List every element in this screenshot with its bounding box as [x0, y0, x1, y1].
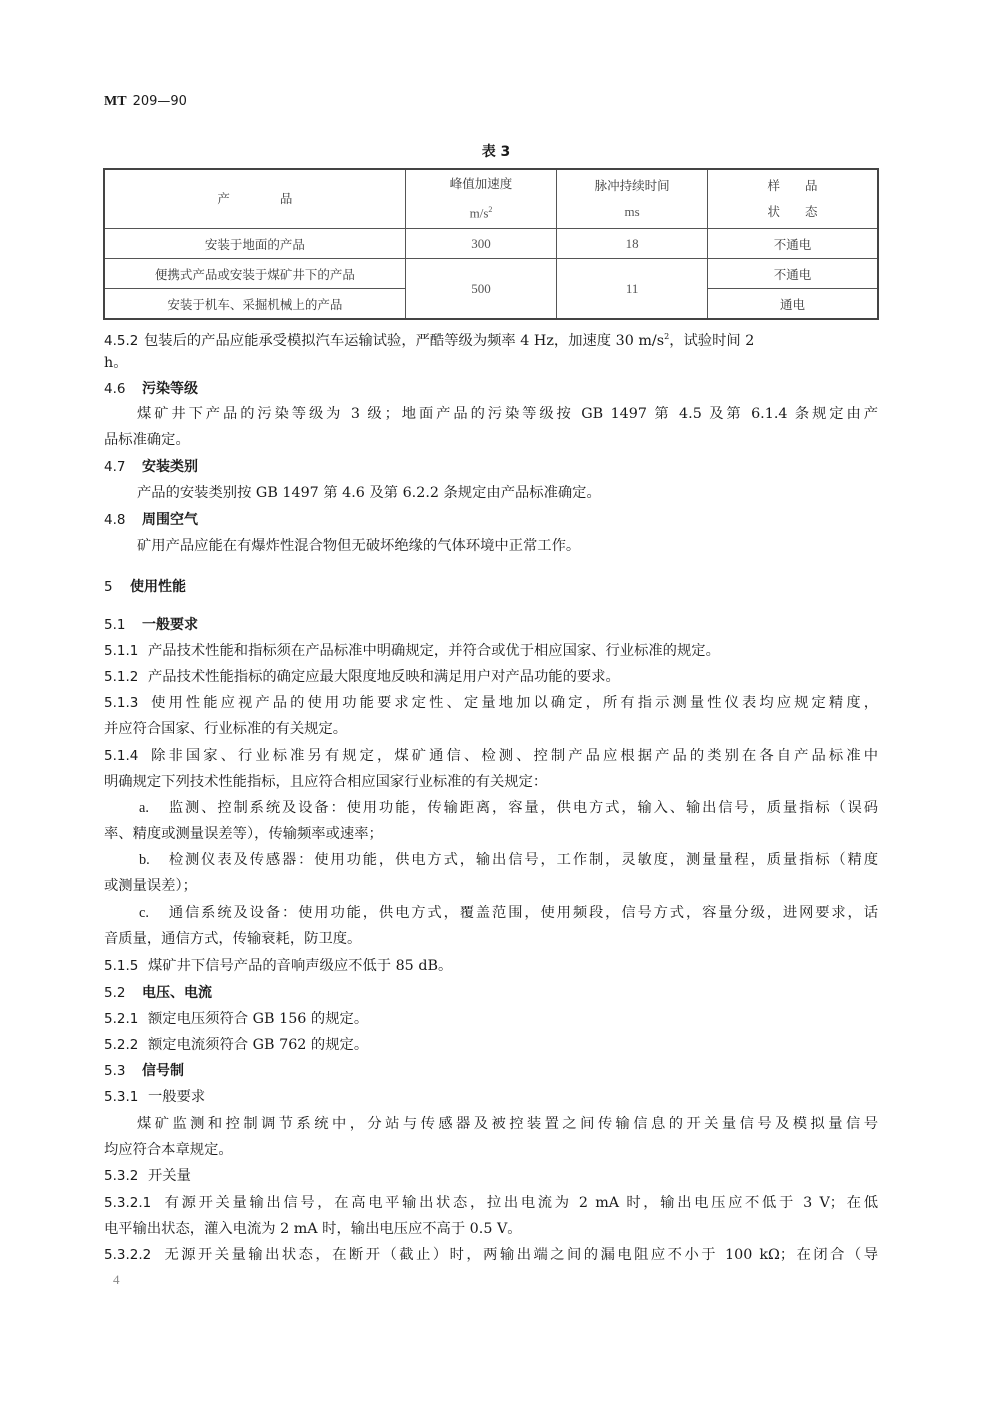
paragraph-line: 并应符合国家、行业标准的有关规定。 — [104, 721, 348, 737]
table-header-row — [104, 169, 878, 229]
standard-prefix: MT — [104, 94, 127, 109]
clause-number: 5.1.4 — [104, 748, 139, 764]
heading-4-7 — [104, 457, 878, 477]
table-row — [104, 259, 878, 289]
list-label: b. — [139, 852, 150, 868]
header-accel-unit — [406, 197, 557, 226]
heading-5-2 — [104, 983, 878, 1003]
heading-number: 5.2 — [104, 985, 126, 1001]
clause-5-1-4 — [104, 746, 878, 766]
accel-unit-sup: 2 — [488, 205, 493, 215]
clause-5-3-1 — [104, 1087, 878, 1107]
clause-number: 5.3.2.1 — [104, 1195, 152, 1211]
clause-5-3-2 — [104, 1166, 878, 1186]
clause-5-3-2-1 — [104, 1193, 878, 1213]
clause-number: 4.5.2 — [104, 332, 139, 349]
clause-text-end: ，试验时间 2 — [669, 332, 755, 349]
heading-5 — [104, 577, 878, 597]
heading-number: 4.8 — [104, 512, 126, 528]
table-3 — [103, 168, 879, 320]
clause-5-2-1 — [104, 1009, 878, 1029]
heading-5-3 — [104, 1061, 878, 1081]
list-text: 检测仪表及传感器：使用功能，供电方式，输出信号，工作制，灵敏度，测量量程，质量指标（精度 — [167, 852, 878, 868]
header-product: 产 品 — [104, 169, 405, 229]
page-number: 4 — [113, 1272, 120, 1287]
clause-number: 5.3.2 — [104, 1168, 139, 1184]
clause-title: 开关量 — [148, 1168, 191, 1184]
clause-5-2-2 — [104, 1035, 878, 1055]
clause-text: 额定电流须符合 GB 762 的规定。 — [148, 1037, 369, 1053]
table-caption: 表 3 — [481, 144, 511, 160]
clause-text: 无源开关量输出状态，在断开（截止）时，两输出端之间的漏电阻应不小于 100 kΩ；在闭合（导 — [162, 1247, 878, 1263]
header-state-line1: 样 品 — [767, 178, 818, 193]
clause-number: 5.2.1 — [104, 1011, 139, 1027]
list-text: 监测、控制系统及设备：使用功能，传输距离，容量，供电方式，输入、输出信号，质量指标（误码 — [167, 800, 878, 816]
paragraph-line: 电平输出状态，灌入电流为 2 mA 时，输出电压应不高于 0.5 V。 — [104, 1221, 522, 1237]
header-accel-label: 峰值加速度 — [449, 176, 513, 192]
heading-number: 5 — [104, 579, 113, 595]
header-pulse-duration — [557, 169, 708, 229]
clause-5-1-3 — [104, 693, 878, 713]
paragraph-line: 产品的安装类别按 GB 1497 第 4.6 及第 6.2.2 条规定由产品标准确定。 — [137, 485, 601, 501]
clause-number: 5.3.1 — [104, 1089, 139, 1105]
clause-text-line: h。 — [104, 355, 128, 371]
heading-4-8 — [104, 510, 878, 530]
cell-pulse: 18 — [557, 229, 708, 259]
cell-state: 不通电 — [707, 259, 878, 289]
heading-title: 信号制 — [142, 1063, 184, 1079]
list-text: 通信系统及设备：使用功能，供电方式，覆盖范围，使用频段，信号方式，容量分级，进网要求，话 — [167, 905, 878, 921]
paragraph-line: 明确规定下列技术性能指标，且应符合相应国家行业标准的有关规定： — [104, 774, 548, 790]
clause-5-1-5 — [104, 956, 878, 976]
clause-number: 5.3.2.2 — [104, 1247, 152, 1263]
cell-accel: 300 — [405, 229, 557, 259]
heading-title: 一般要求 — [142, 617, 198, 633]
standard-number: 209—90 — [132, 94, 187, 109]
clause-title: 一般要求 — [148, 1089, 206, 1105]
clause-text: 额定电压须符合 GB 156 的规定。 — [148, 1011, 369, 1027]
clause-text: 使用性能应视产品的使用功能要求定性、定量地加以确定，所有指示测量性仪表均应规定精度， — [148, 695, 878, 711]
clause-5-1-2 — [104, 667, 878, 687]
clause-text: 产品技术性能和指标须在产品标准中明确规定，并符合或优于相应国家、行业标准的规定。 — [148, 643, 720, 659]
list-label: a. — [139, 800, 149, 816]
clause-number: 5.1.1 — [104, 643, 139, 659]
clause-text: 除非国家、行业标准另有规定，煤矿通信、检测、控制产品应根据产品的类别在各自产品标准中 — [148, 748, 878, 764]
table-row — [104, 229, 878, 259]
paragraph-line: 率、精度或测量误差等），传输频率或速率； — [104, 826, 383, 842]
list-item-b — [139, 850, 878, 870]
heading-number: 5.3 — [104, 1063, 126, 1079]
clause-number: 5.1.5 — [104, 958, 139, 974]
clause-number: 5.1.3 — [104, 695, 139, 711]
clause-text: 有源开关量输出信号，在高电平输出状态，拉出电流为 2 mA 时，输出电压应不低于 3 V；在低 — [162, 1195, 878, 1211]
clause-5-1-1 — [104, 641, 878, 661]
heading-title: 污染等级 — [142, 381, 198, 397]
heading-title: 使用性能 — [130, 579, 186, 595]
clause-4-5-2 — [104, 327, 878, 351]
cell-state: 通电 — [707, 289, 878, 320]
header-pulse-unit: ms — [624, 204, 640, 219]
clause-text: 煤矿井下信号产品的音响声级应不低于 85 dB。 — [148, 958, 453, 974]
document-header — [104, 94, 187, 110]
clause-text: 产品技术性能指标的确定应最大限度地反映和满足用户对产品功能的要求。 — [148, 669, 620, 685]
accel-unit-text: m/s — [469, 205, 489, 221]
heading-5-1 — [104, 615, 878, 635]
heading-number: 4.7 — [104, 459, 126, 475]
cell-product: 安装于机车、采掘机械上的产品 — [104, 289, 405, 320]
heading-title: 电压、电流 — [142, 985, 212, 1001]
paragraph-line: 煤矿井下产品的污染等级为 3 级；地面产品的污染等级按 GB 1497 第 4.5 及第 6.1.4 条规定由产 — [137, 406, 878, 422]
heading-number: 4.6 — [104, 381, 126, 397]
cell-pulse: 11 — [557, 259, 708, 320]
heading-number: 5.1 — [104, 617, 126, 633]
heading-4-6 — [104, 379, 878, 399]
list-label: c. — [139, 905, 149, 921]
heading-title: 周围空气 — [142, 512, 198, 528]
clause-number: 5.2.2 — [104, 1037, 139, 1053]
cell-state: 不通电 — [707, 229, 878, 259]
paragraph-line: 均应符合本章规定。 — [104, 1142, 233, 1158]
header-peak-acceleration — [405, 169, 557, 229]
superscript: 2 — [664, 332, 670, 341]
paragraph-line: 音质量，通信方式，传输衰耗，防卫度。 — [104, 931, 362, 947]
list-item-a — [139, 798, 878, 818]
header-sample-state — [707, 169, 878, 229]
clause-text: 包装后的产品应能承受模拟汽车运输试验，严酷等级为频率 4 Hz，加速度 30 m/s — [144, 332, 665, 349]
paragraph-line: 品标准确定。 — [104, 432, 190, 448]
clause-number: 5.1.2 — [104, 669, 139, 685]
clause-5-3-2-2 — [104, 1245, 878, 1265]
heading-title: 安装类别 — [142, 459, 198, 475]
paragraph-line: 或测量误差）； — [104, 878, 197, 894]
header-state-line2: 状 态 — [767, 204, 818, 219]
paragraph-line: 煤矿监测和控制调节系统中，分站与传感器及被控装置之间传输信息的开关量信号及模拟量信号 — [137, 1116, 878, 1132]
header-pulse-label: 脉冲持续时间 — [594, 178, 670, 193]
list-item-c — [139, 903, 878, 923]
paragraph-line: 矿用产品应能在有爆炸性混合物但无破坏绝缘的气体环境中正常工作。 — [137, 538, 581, 554]
cell-product: 便携式产品或安装于煤矿井下的产品 — [104, 259, 405, 289]
cell-accel: 500 — [405, 259, 557, 320]
cell-product: 安装于地面的产品 — [104, 229, 405, 259]
